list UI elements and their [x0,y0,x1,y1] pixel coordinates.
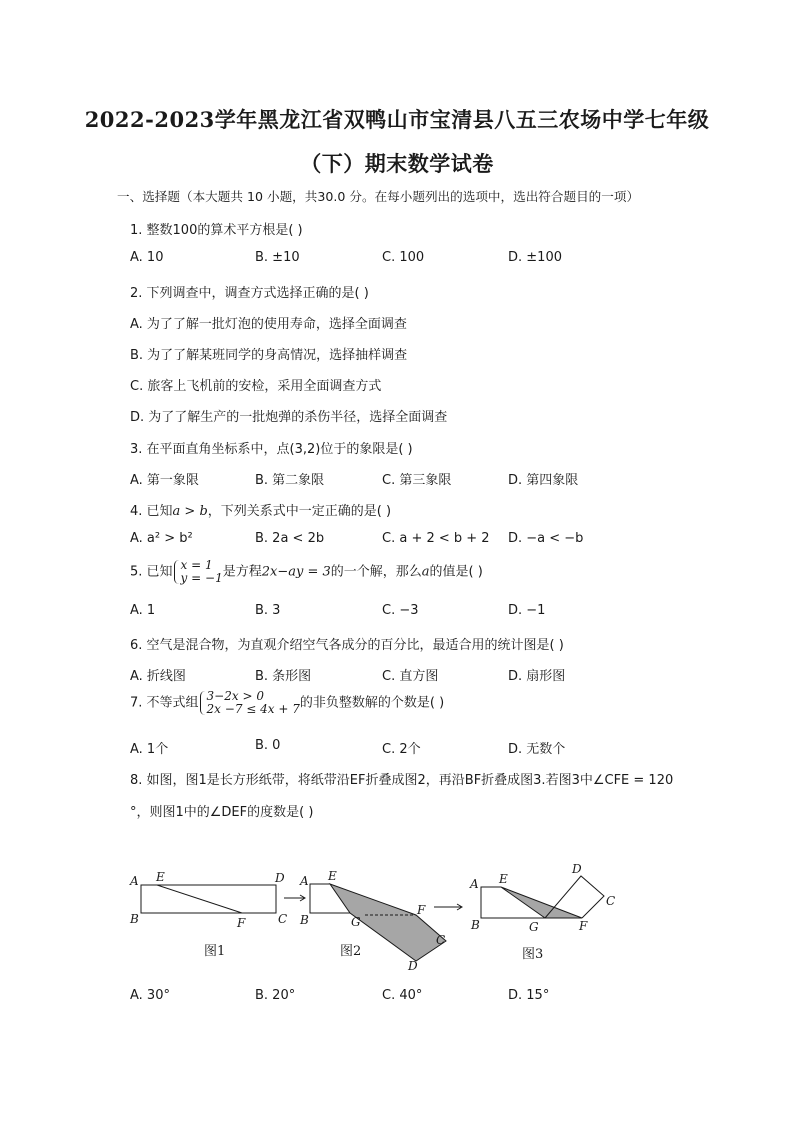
option-a: A. 30° [130,988,170,1003]
option-b: B. ±10 [255,250,300,265]
shaded-triangle [501,887,582,918]
option-d: D. 15° [508,988,550,1003]
question-5-options [130,603,670,623]
question-7-stem [130,690,444,716]
stem-prefix: 5. 已知 [130,564,173,580]
stem-prefix: 4. 已知 [130,504,173,519]
label-d: D [408,959,418,973]
label-e: E [328,869,337,883]
stem-prefix: 7. 不等式组 [130,695,199,711]
option-a: A. 10 [130,250,164,265]
option-c: C. 2个 [382,742,421,757]
caption-1: 图1 [204,944,226,959]
equation-system [173,559,223,585]
option-d: D. 第四象限 [508,473,579,488]
label-c: C [436,933,446,947]
question-4-stem [130,500,391,519]
option-b: B. 0 [255,738,281,753]
question-8-stem-line1: 8. 如图，图1是长方形纸带，将纸带沿EF折叠成图2，再沿BF折叠成图3.若图3中∠CFE = 120 [130,773,674,788]
option-c: C. 第三象限 [382,473,452,488]
inequality-system [199,690,300,716]
figure-3 [469,862,615,962]
label-f: F [579,919,588,933]
label-f: F [417,903,426,917]
system-line-1: x = 1 [180,558,213,572]
question-2-option-c: C. 旅客上飞机前的安检，采用全面调查方式 [130,379,382,394]
option-a: A. 第一象限 [130,473,199,488]
section-heading: 一、选择题（本大题共 10 小题，共30.0 分。在每小题列出的选项中，选出符合题目的一项） [117,189,640,204]
stem-suffix: 的非负整数解的个数是( ) [299,695,445,711]
system-line-2: y = −1 [180,571,223,585]
option-c: C. −3 [382,603,419,618]
question-2-stem: 2. 下列调查中，调查方式选择正确的是( ) [130,286,369,301]
figure-1 [129,870,287,959]
fold-line-ef [157,885,242,913]
arrow-2 [434,904,462,910]
question-2-option-d: D. 为了了解生产的一批炮弹的杀伤半径，选择全面调查 [130,410,448,425]
option-a: A. 1个 [130,742,169,757]
question-8-options [130,988,670,1008]
stem-equation: 2x−ay = 3 [261,564,331,580]
paper-strip [141,885,276,913]
question-1-options [130,250,670,270]
label-d: D [275,871,285,885]
caption-3: 图3 [522,947,544,962]
system-line-2: 2x −7 ≤ 4x + 7 [206,702,300,716]
label-g: G [351,915,361,929]
question-3-stem: 3. 在平面直角坐标系中，点(3,2)位于的象限是( ) [130,442,413,457]
label-f: F [237,916,246,930]
option-b: B. 20° [255,988,296,1003]
option-b: B. 第二象限 [255,473,325,488]
question-2-option-a: A. 为了了解一批灯泡的使用寿命，选择全面调查 [130,317,407,332]
stem-math: a > b [172,504,208,519]
label-a: A [470,877,479,891]
label-b: B [130,912,139,926]
figure-2 [299,869,446,973]
label-c: C [278,912,288,926]
option-a: A. 1 [130,603,156,618]
question-3-options [130,469,670,489]
option-a: A. 折线图 [130,669,186,684]
option-b: B. 3 [255,603,281,618]
stem-mid: 是方程 [222,564,262,580]
option-a: A. a² > b² [130,531,193,546]
question-6-options [130,665,670,685]
question-2-option-b: B. 为了了解某班同学的身高情况，选择抽样调查 [130,348,408,363]
label-b: B [300,913,309,927]
stem-suffix: ，下列关系式中一定正确的是( ) [207,504,392,519]
question-4-options [130,531,670,551]
label-d: D [572,862,582,876]
label-g: G [529,920,539,934]
caption-2: 图2 [340,944,362,959]
question-8-stem-line2: °，则图1中的∠DEF的度数是( ) [130,805,314,820]
option-c: C. 直方图 [382,669,439,684]
option-b: B. 2a < 2b [255,531,325,546]
question-7-options [130,738,670,758]
page-title-line1: 2022-2023学年黑龙江省双鸭山市宝清县八五三农场中学七年级 [84,107,710,132]
arrow-1 [284,895,305,901]
system-line-1: 3−2x > 0 [206,689,264,703]
option-d: D. 无数个 [508,742,566,757]
option-d: D. 扇形图 [508,669,566,684]
option-c: C. a + 2 < b + 2 [382,531,490,546]
label-e: E [499,872,508,886]
option-d: D. ±100 [508,250,562,265]
label-e: E [156,870,165,884]
page-title-line2: （下）期末数学试卷 [300,151,494,176]
stem-variable: a [421,564,430,580]
option-d: D. −1 [508,603,546,618]
folding-figure [120,855,640,975]
option-d: D. −a < −b [508,531,584,546]
option-c: C. 100 [382,250,425,265]
stem-end: 的值是( ) [429,564,483,580]
label-a: A [300,874,309,888]
option-b: B. 条形图 [255,669,312,684]
question-1-stem: 1. 整数100的算术平方根是( ) [130,223,303,238]
label-a: A [130,874,139,888]
label-c: C [606,894,616,908]
stem-post: 的一个解，那么 [330,564,422,580]
question-6-stem: 6. 空气是混合物，为直观介绍空气各成分的百分比，最适合用的统计图是( ) [130,638,564,653]
option-c: C. 40° [382,988,423,1003]
label-b: B [471,918,480,932]
question-5-stem [130,559,483,585]
